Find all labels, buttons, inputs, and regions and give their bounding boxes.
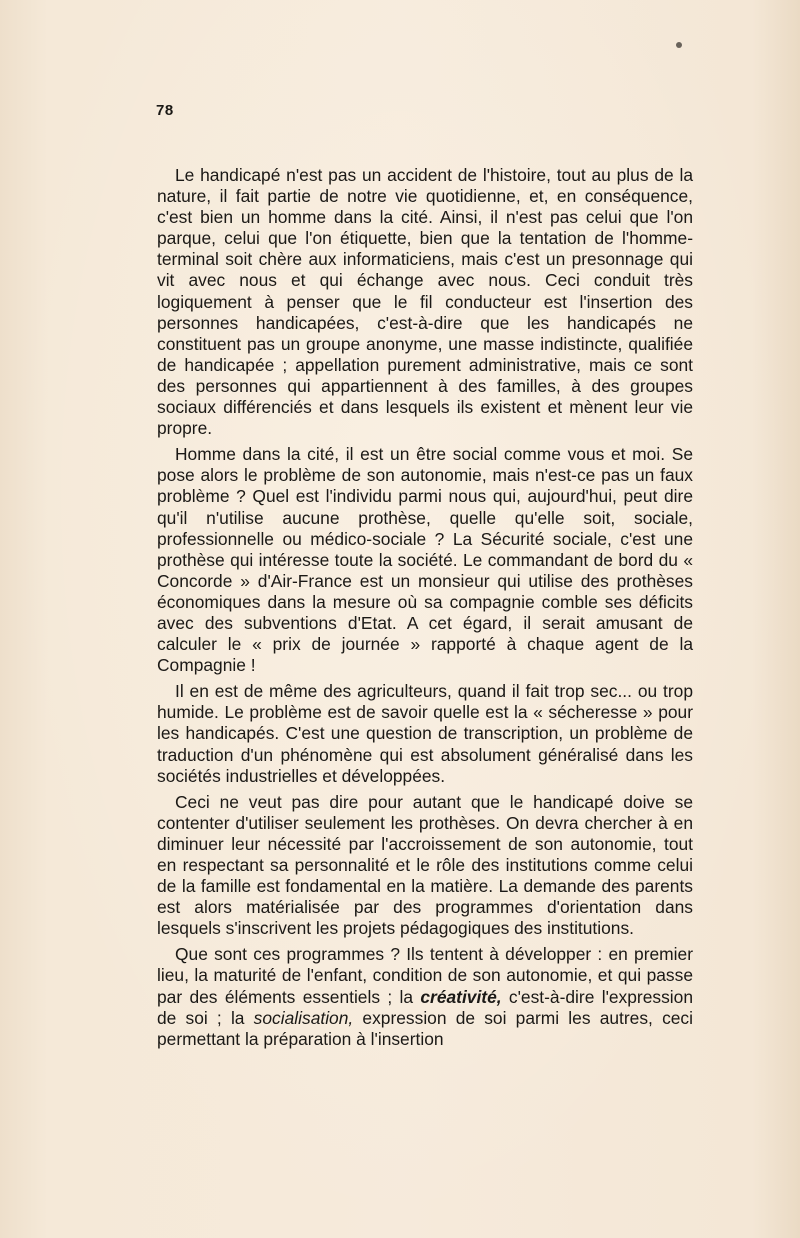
paragraph-5-text-middle: c'est-à-dire l'expression de soi ; la — [157, 986, 693, 1028]
page-number: 78 — [156, 102, 174, 119]
paragraph-2: Homme dans la cité, il est un être social comme vous et moi. Se pose alors le problème de son autonomie, mais n'est-ce pas un faux problème ? Quel est l'individu parmi nous qui, aujourd'hui, peut dire qu'il n'utilise aucune prothèse, quelle qu'elle soit, sociale, professionnelle ou médico-sociale ? La Sécurité sociale, c'est une prothèse qui intéresse toute la société. Le commandant de bord du « Concorde » d'Air-France est un monsieur qui utilise des prothèses économiques dans la mesure où sa compagnie comble ses déficits avec des subventions d'Etat. A cet égard, il serait amusant de calculer le « prix de journée » rapporté à chaque agent de la Compagnie ! — [157, 444, 693, 676]
paragraph-5-text-after: expression de soi parmi les autres, ceci permettant la préparation à l'insertion — [157, 1007, 693, 1049]
body-text — [157, 165, 693, 1055]
paragraph-5 — [157, 944, 693, 1049]
paragraph-3: Il en est de même des agriculteurs, quand il fait trop sec... ou trop humide. Le problème est de savoir quelle est la « sécheresse » pour les handicapés. C'est une question de transcription, un problème de traduction d'un phénomène qui est absolument généralisé dans les sociétés industrielles et développées. — [157, 681, 693, 786]
emphasis-creativite: créativité, — [420, 986, 502, 1007]
paragraph-5-text-before: Que sont ces programmes ? Ils tentent à développer : en premier lieu, la maturité de l'enfant, condition de son autonomie, et qui passe par des éléments essentiels ; la — [157, 944, 693, 1007]
paragraph-1: Le handicapé n'est pas un accident de l'histoire, tout au plus de la nature, il fait partie de notre vie quotidienne, et, en conséquence, c'est bien un homme dans la cité. Ainsi, il n'est pas celui que l'on parque, celui que l'on étiquette, bien que la tentation de l'homme-terminal soit chère aux informaticiens, mais c'est un presonnage qui vit avec nous et qui échange avec nous. Ceci conduit très logiquement à penser que le fil conducteur est l'insertion des personnes handicapées, c'est-à-dire que les handicapés ne constituent pas un groupe anonyme, une masse indistincte, qualifiée de handicapée ; appellation purement administrative, mais ce sont des personnes qui appartiennent à des familles, à des groupes sociaux différenciés et dans lesquels ils existent et mènent leur vie propre. — [157, 165, 693, 439]
emphasis-socialisation: socialisation, — [253, 1007, 354, 1028]
ink-speck — [676, 42, 682, 48]
paragraph-4: Ceci ne veut pas dire pour autant que le handicapé doive se contenter d'utiliser seulement les prothèses. On devra chercher à en diminuer leur nécessité par l'accroissement de son autonomie, tout en respectant sa personnalité et le rôle des institutions comme celui de la famille est fondamental en la matière. La demande des parents est alors matérialisée par des programmes d'orientation dans lesquels s'inscrivent les projets pédagogiques des institutions. — [157, 791, 693, 939]
